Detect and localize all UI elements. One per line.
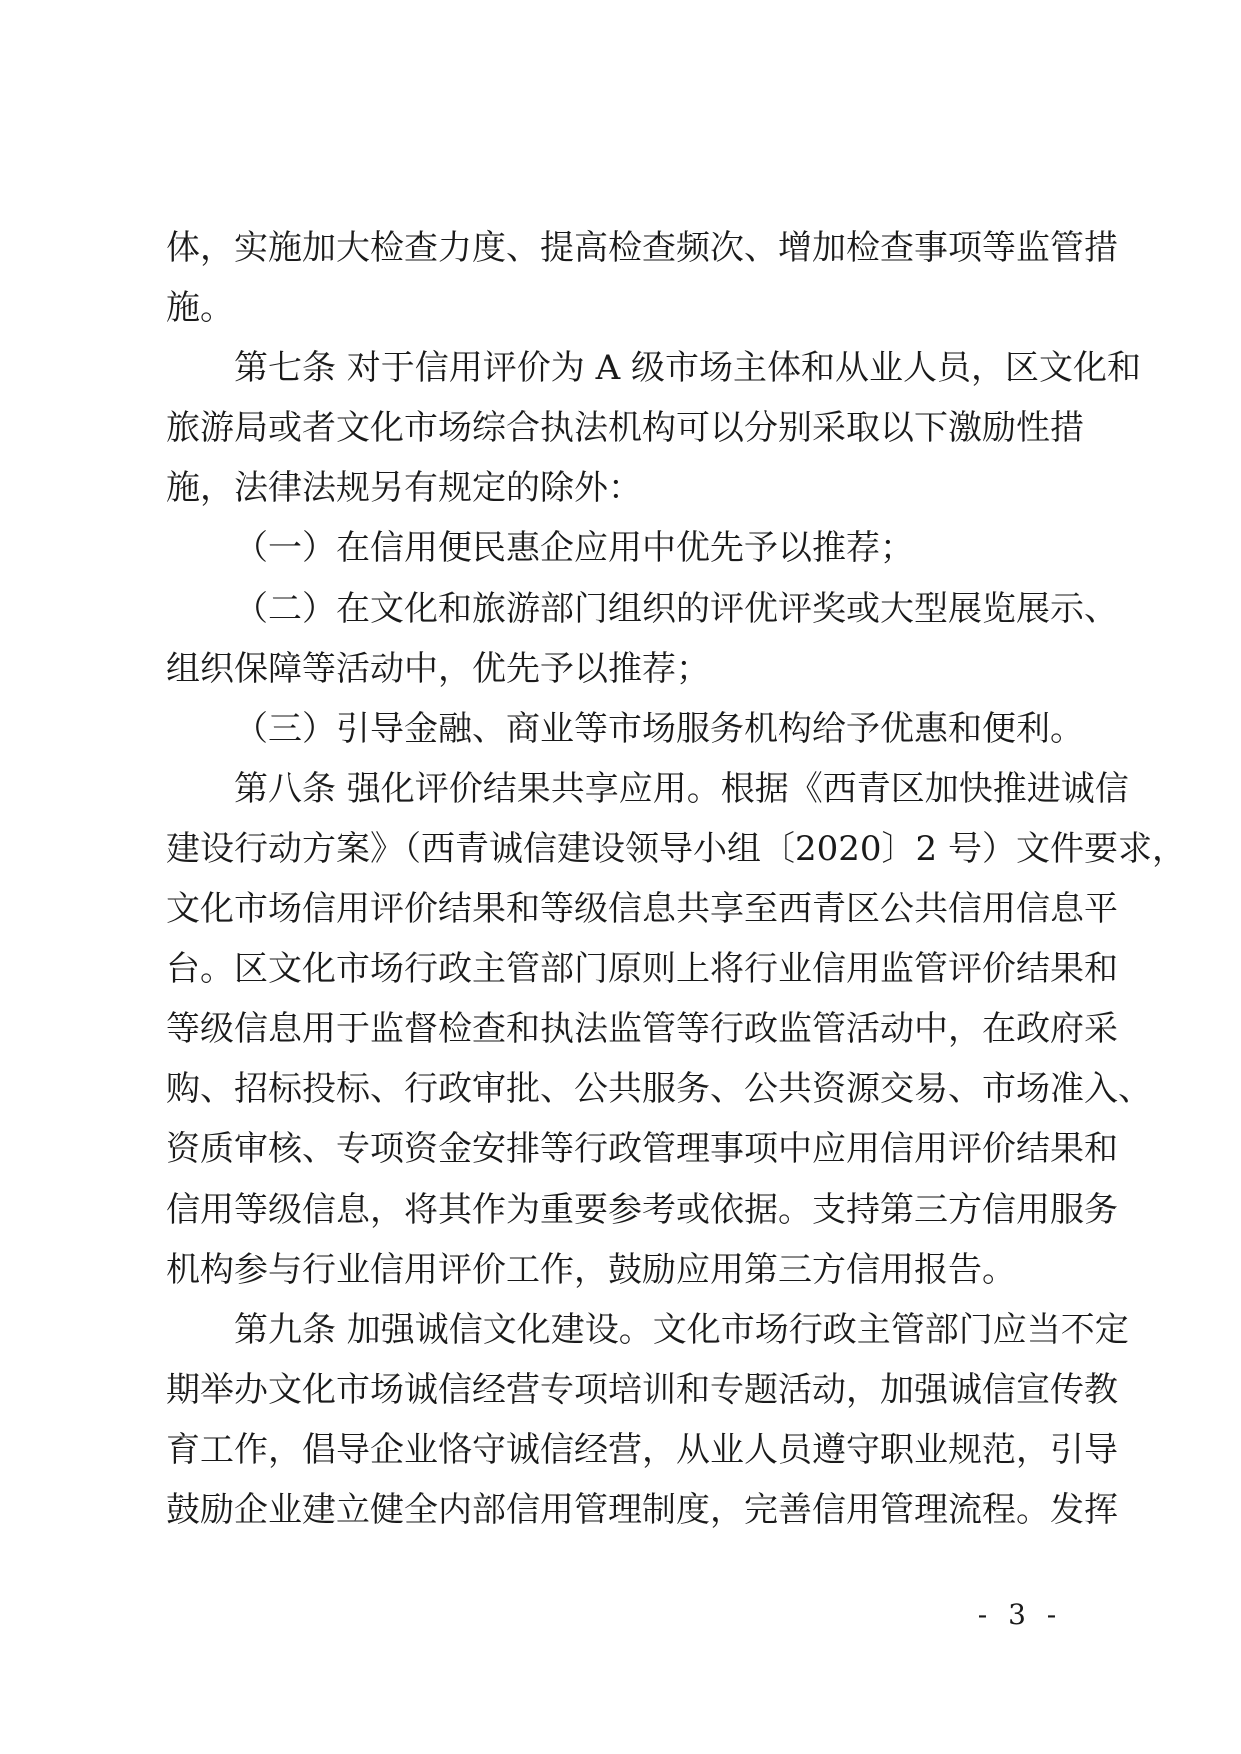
list-item-3: （三）引导金融、商业等市场服务机构给予优惠和便利。 [234, 708, 1084, 749]
text-line: 等级信息用于监督检查和执法监管等行政监管活动中，在政府采 [166, 1009, 1118, 1050]
page-number: - 3 - [977, 1598, 1063, 1631]
text-line: 施，法律法规另有规定的除外： [166, 468, 642, 509]
text-line: 鼓励企业建立健全内部信用管理制度，完善信用管理流程。发挥 [166, 1489, 1118, 1530]
text-line: 期举办文化市场诚信经营专项培训和专题活动，加强诚信宣传教 [166, 1369, 1118, 1410]
text-line: 信用等级信息，将其作为重要参考或依据。支持第三方信用服务 [166, 1189, 1118, 1230]
text-line: 机构参与行业信用评价工作，鼓励应用第三方信用报告。 [166, 1249, 1016, 1290]
article-7-heading-line: 第七条 对于信用评价为 A 级市场主体和从业人员，区文化和 [234, 348, 1141, 389]
text-line: 建设行动方案》（西青诚信建设领导小组〔2020〕2 号）文件要求， [166, 828, 1186, 869]
text-line: 体，实施加大检查力度、提高检查频次、增加检查事项等监管措 [166, 228, 1118, 268]
body-text [166, 218, 1186, 1540]
text-line: 文化市场信用评价结果和等级信息共享至西青区公共信用信息平 [166, 889, 1118, 930]
text-line: 施。 [166, 288, 234, 329]
list-item-2: （二）在文化和旅游部门组织的评优评奖或大型展览展示、 [234, 588, 1118, 629]
text-line: 台。区文化市场行政主管部门原则上将行业信用监管评价结果和 [166, 949, 1118, 990]
list-item-1: （一）在信用便民惠企应用中优先予以推荐； [234, 528, 914, 569]
article-8-heading-line: 第八条 强化评价结果共享应用。根据《西青区加快推进诚信 [234, 768, 1129, 809]
text-line: 旅游局或者文化市场综合执法机构可以分别采取以下激励性措 [166, 408, 1084, 449]
text-line: 育工作，倡导企业恪守诚信经营，从业人员遵守职业规范，引导 [166, 1429, 1118, 1470]
text-line: 资质审核、专项资金安排等行政管理事项中应用信用评价结果和 [166, 1129, 1118, 1170]
text-line: 组织保障等活动中，优先予以推荐； [166, 648, 710, 689]
text-line: 购、招标投标、行政审批、公共服务、公共资源交易、市场准入、 [166, 1069, 1152, 1110]
article-9-heading-line: 第九条 加强诚信文化建设。文化市场行政主管部门应当不定 [234, 1309, 1129, 1350]
